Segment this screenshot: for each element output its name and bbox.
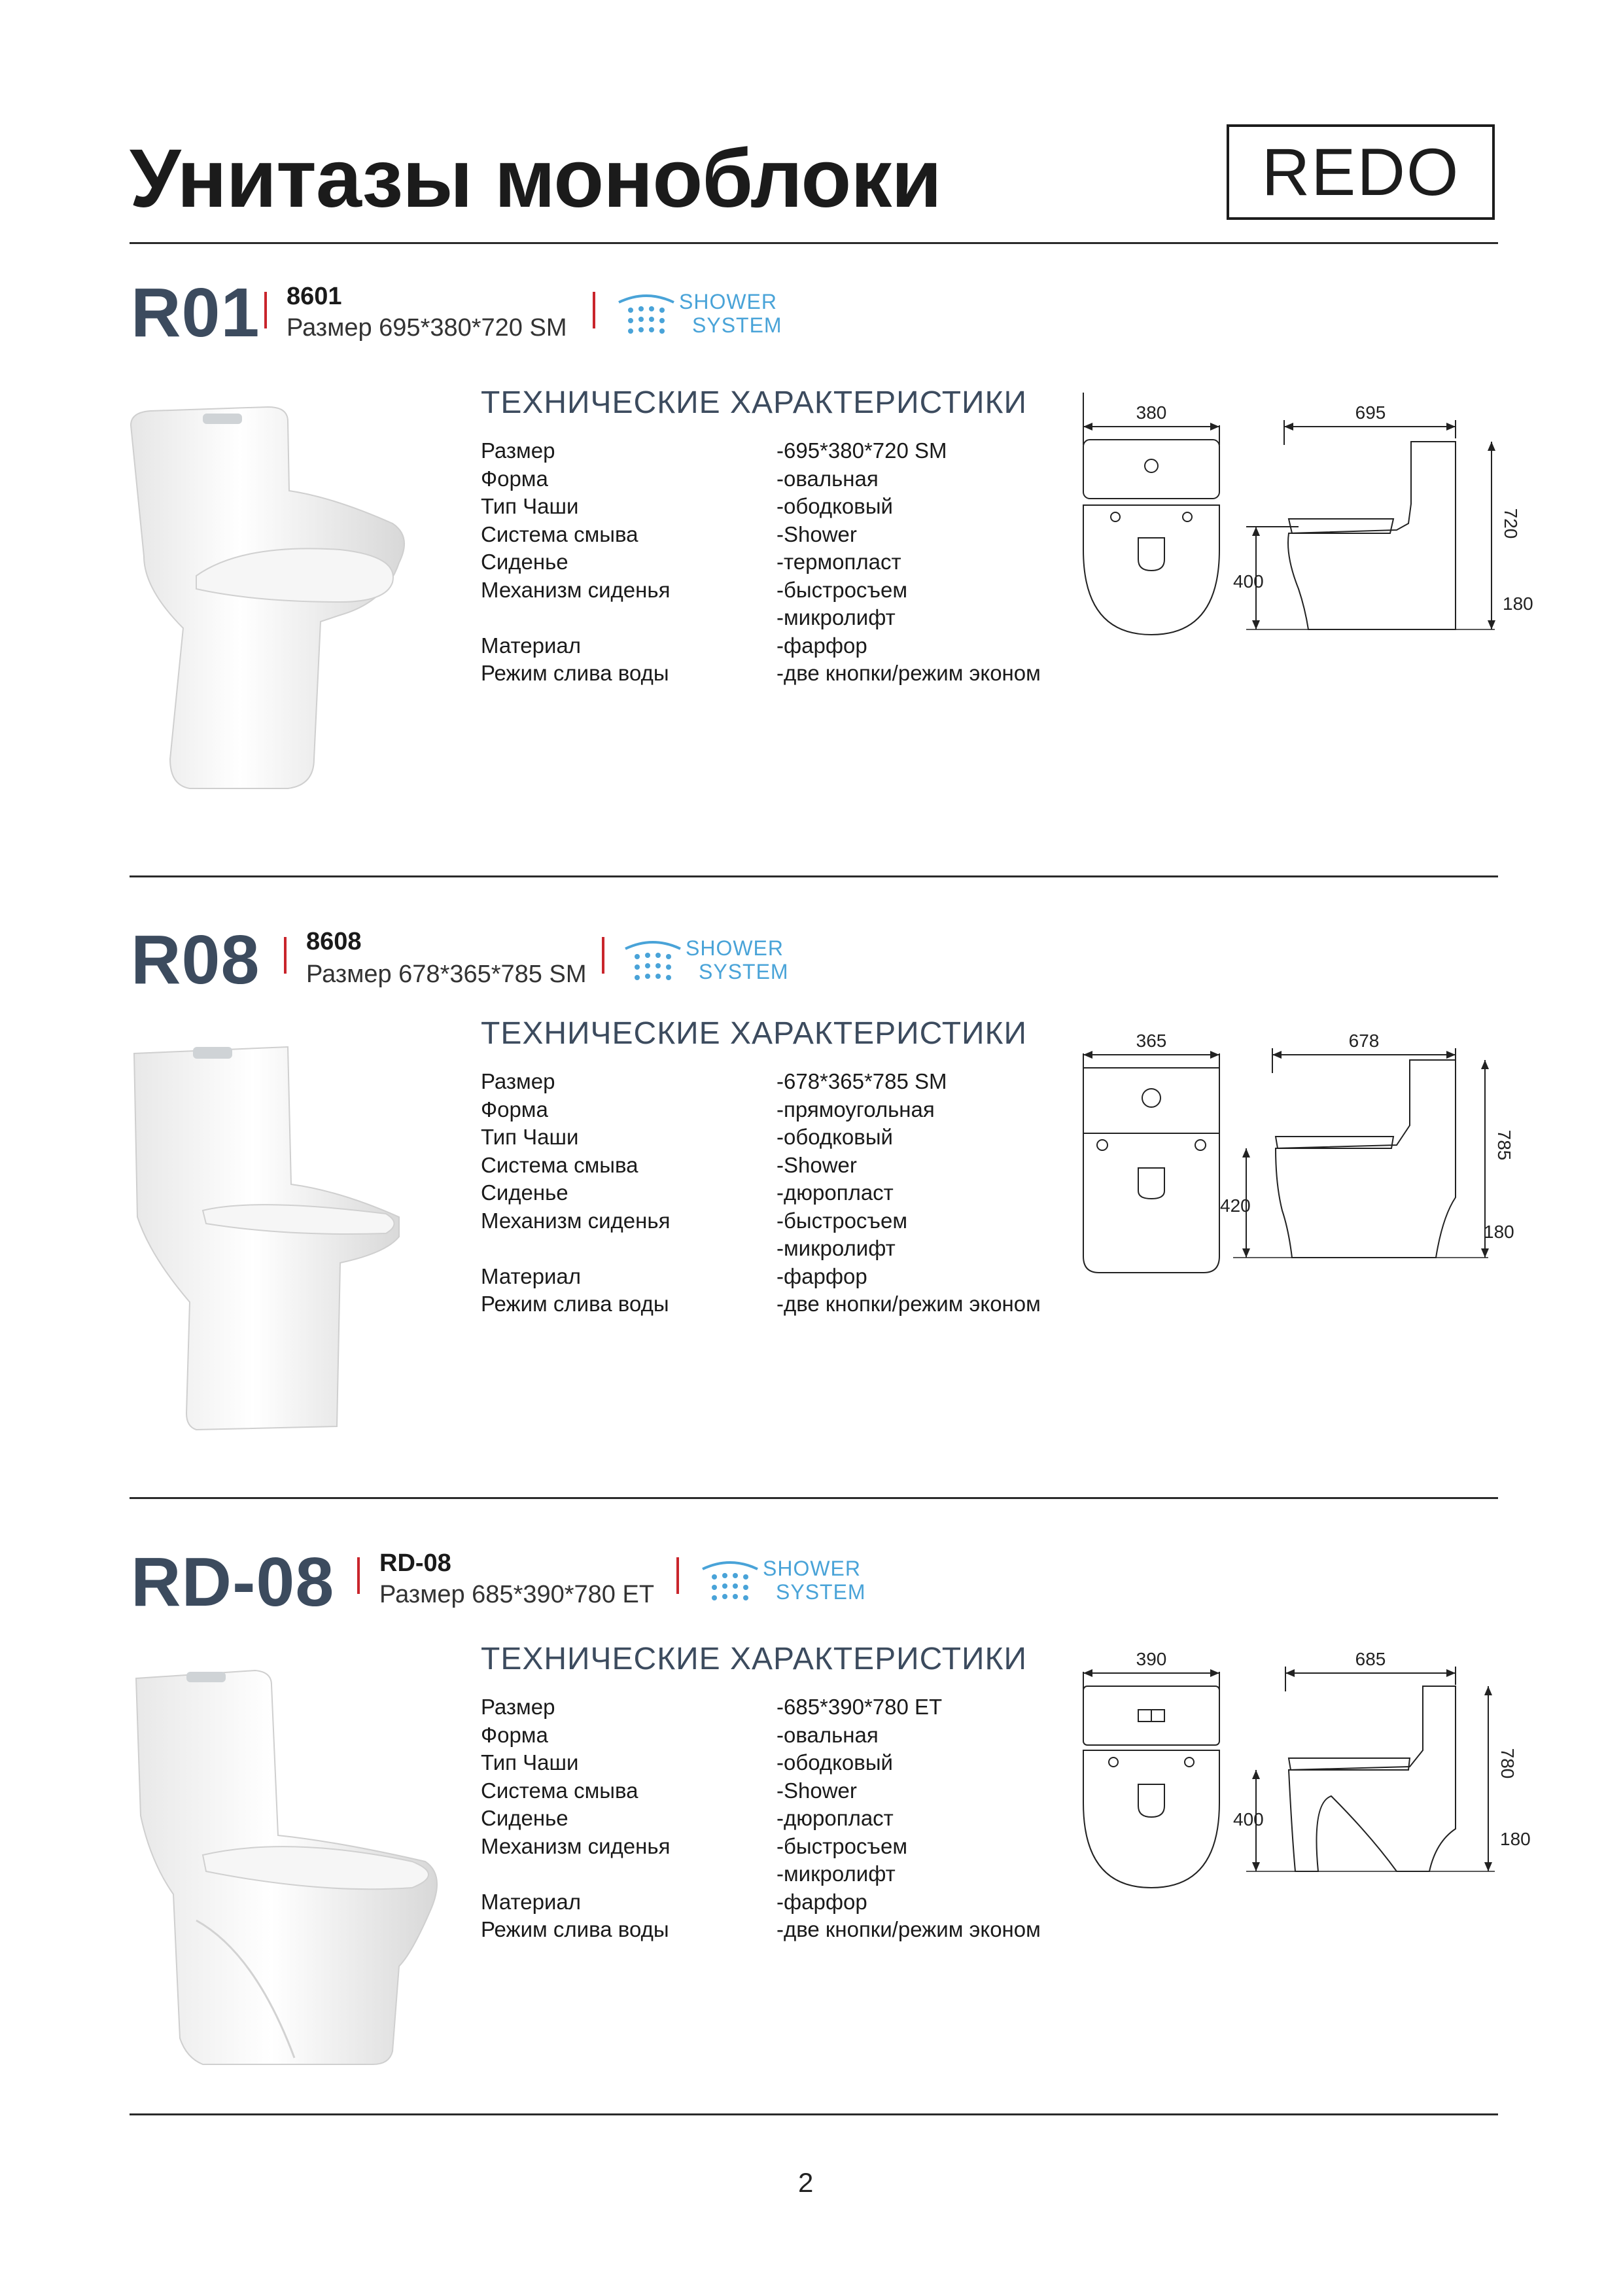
spec-label: Форма (481, 1097, 548, 1122)
toilet-photo (124, 1646, 464, 2077)
red-separator (264, 292, 267, 328)
spec-value: -быстросъем (777, 1833, 908, 1858)
section-divider (130, 875, 1498, 877)
spec-label: Материал (481, 1263, 581, 1288)
spec-label: Сиденье (481, 1806, 568, 1830)
size-line: Размер 685*390*780 ET (379, 1581, 655, 1608)
spec-label: Система смыва (481, 521, 638, 546)
spec-label: Размер (481, 1695, 555, 1719)
side-view-drawing (1233, 393, 1533, 641)
spec-value: -Shower (777, 521, 857, 546)
spec-value: -термопласт (777, 550, 901, 574)
dim-outlet: 180 (1484, 1222, 1514, 1242)
shower-system-badge (621, 934, 789, 987)
top-view-drawing (1073, 393, 1230, 654)
dim-seat: 400 (1233, 1809, 1264, 1829)
toilet-photo (124, 1027, 432, 1453)
footer-divider (130, 2113, 1498, 2115)
spec-label: Механизм сиденья (481, 1208, 671, 1233)
shower-system-badge (615, 288, 782, 340)
spec-value: -микролифт (777, 1862, 896, 1886)
spec-value: -прямоугольная (777, 1097, 935, 1122)
shower-badge-line2: SYSTEM (699, 960, 789, 983)
spec-title: ТЕХНИЧЕСКИЕ ХАРАКТЕРИСТИКИ (481, 1642, 1028, 1676)
article-number: 8608 (306, 928, 362, 955)
dim-height: 780 (1497, 1748, 1518, 1779)
shower-badge-line2: SYSTEM (776, 1580, 866, 1604)
spec-value: -две кнопки/режим эконом (777, 661, 1041, 685)
spec-value: -фарфор (777, 633, 867, 658)
dim-height: 720 (1501, 508, 1521, 539)
red-separator (676, 1557, 679, 1594)
dim-seat: 400 (1233, 571, 1264, 592)
shower-badge-line2: SYSTEM (692, 313, 782, 337)
side-view-drawing (1220, 1021, 1514, 1269)
spec-value: -дюропласт (777, 1180, 894, 1205)
article-number: RD-08 (379, 1549, 451, 1577)
spec-label: Размер (481, 1069, 555, 1093)
spec-value: -ободковый (777, 1125, 893, 1149)
brand-logo (1227, 124, 1495, 220)
shower-badge-line1: SHOWER (686, 936, 784, 960)
spec-value: -микролифт (777, 605, 896, 629)
header-divider (130, 242, 1498, 244)
spec-label: Сиденье (481, 1180, 568, 1205)
spec-label: Форма (481, 1722, 548, 1747)
spec-table (481, 437, 1070, 699)
spec-value: -ободковый (777, 494, 893, 518)
spec-value: -678*365*785 SM (777, 1069, 947, 1093)
article-number: 8601 (287, 283, 342, 310)
shower-badge-line1: SHOWER (679, 290, 777, 313)
spec-label: Тип Чаши (481, 1750, 579, 1775)
page-title: Унитазы моноблоки (130, 132, 941, 224)
size-line: Размер 678*365*785 SM (306, 961, 587, 988)
dim-length: 685 (1355, 1649, 1386, 1669)
dim-seat: 420 (1220, 1195, 1251, 1216)
dim-width: 390 (1136, 1649, 1167, 1669)
spec-label: Система смыва (481, 1152, 638, 1177)
dim-height: 785 (1494, 1129, 1514, 1161)
spec-value: -овальная (777, 466, 879, 491)
section-divider (130, 1497, 1498, 1499)
model-code: R01 (131, 274, 260, 351)
spec-table (481, 1693, 1070, 1955)
spec-value: -дюропласт (777, 1806, 894, 1830)
model-code: R08 (131, 921, 260, 998)
spec-value: -ободковый (777, 1750, 893, 1775)
spec-value: -микролифт (777, 1236, 896, 1260)
page-number: 2 (798, 2167, 814, 2198)
spec-label: Механизм сиденья (481, 577, 671, 602)
spec-label: Материал (481, 1889, 581, 1914)
spec-value: -быстросъем (777, 1208, 908, 1233)
red-separator (284, 937, 287, 974)
spec-value: -Shower (777, 1778, 857, 1803)
spec-value: -Shower (777, 1152, 857, 1177)
brand-logo-text: REDO (1261, 134, 1460, 209)
spec-table (481, 1068, 1070, 1330)
spec-label: Тип Чаши (481, 1125, 579, 1149)
red-separator (357, 1557, 360, 1594)
model-code: RD-08 (131, 1544, 335, 1621)
shower-system-badge (699, 1555, 866, 1607)
shower-icon (699, 1560, 761, 1606)
spec-title: ТЕХНИЧЕСКИЕ ХАРАКТЕРИСТИКИ (481, 1016, 1028, 1051)
side-view-drawing (1233, 1646, 1531, 1894)
spec-label: Система смыва (481, 1778, 638, 1803)
red-separator (593, 292, 595, 328)
shower-icon (621, 940, 684, 985)
dim-width: 380 (1136, 402, 1167, 423)
spec-label: Режим слива воды (481, 661, 669, 685)
spec-label: Материал (481, 633, 581, 658)
spec-label: Размер (481, 438, 555, 463)
spec-value: -две кнопки/режим эконом (777, 1917, 1041, 1941)
shower-badge-line1: SHOWER (763, 1557, 861, 1580)
dim-length: 678 (1348, 1031, 1380, 1051)
spec-value: -695*380*720 SM (777, 438, 947, 463)
top-view-drawing (1073, 1021, 1230, 1282)
dim-width: 365 (1136, 1031, 1167, 1051)
dim-length: 695 (1355, 402, 1386, 423)
spec-title: ТЕХНИЧЕСКИЕ ХАРАКТЕРИСТИКИ (481, 385, 1028, 420)
spec-value: -685*390*780 ET (777, 1695, 943, 1719)
spec-value: -две кнопки/режим эконом (777, 1292, 1041, 1316)
red-separator (602, 937, 604, 974)
dim-outlet: 180 (1503, 593, 1533, 614)
spec-value: -фарфор (777, 1263, 867, 1288)
spec-label: Механизм сиденья (481, 1833, 671, 1858)
spec-label: Режим слива воды (481, 1292, 669, 1316)
top-view-drawing (1073, 1646, 1230, 1907)
spec-label: Форма (481, 466, 548, 491)
spec-value: -быстросъем (777, 577, 908, 602)
toilet-photo (124, 393, 432, 824)
size-line: Размер 695*380*720 SM (287, 314, 567, 342)
spec-label: Режим слива воды (481, 1917, 669, 1941)
spec-label: Тип Чаши (481, 494, 579, 518)
shower-icon (615, 293, 678, 339)
spec-label: Сиденье (481, 550, 568, 574)
spec-value: -фарфор (777, 1889, 867, 1914)
spec-value: -овальная (777, 1722, 879, 1747)
dim-outlet: 180 (1500, 1829, 1531, 1849)
